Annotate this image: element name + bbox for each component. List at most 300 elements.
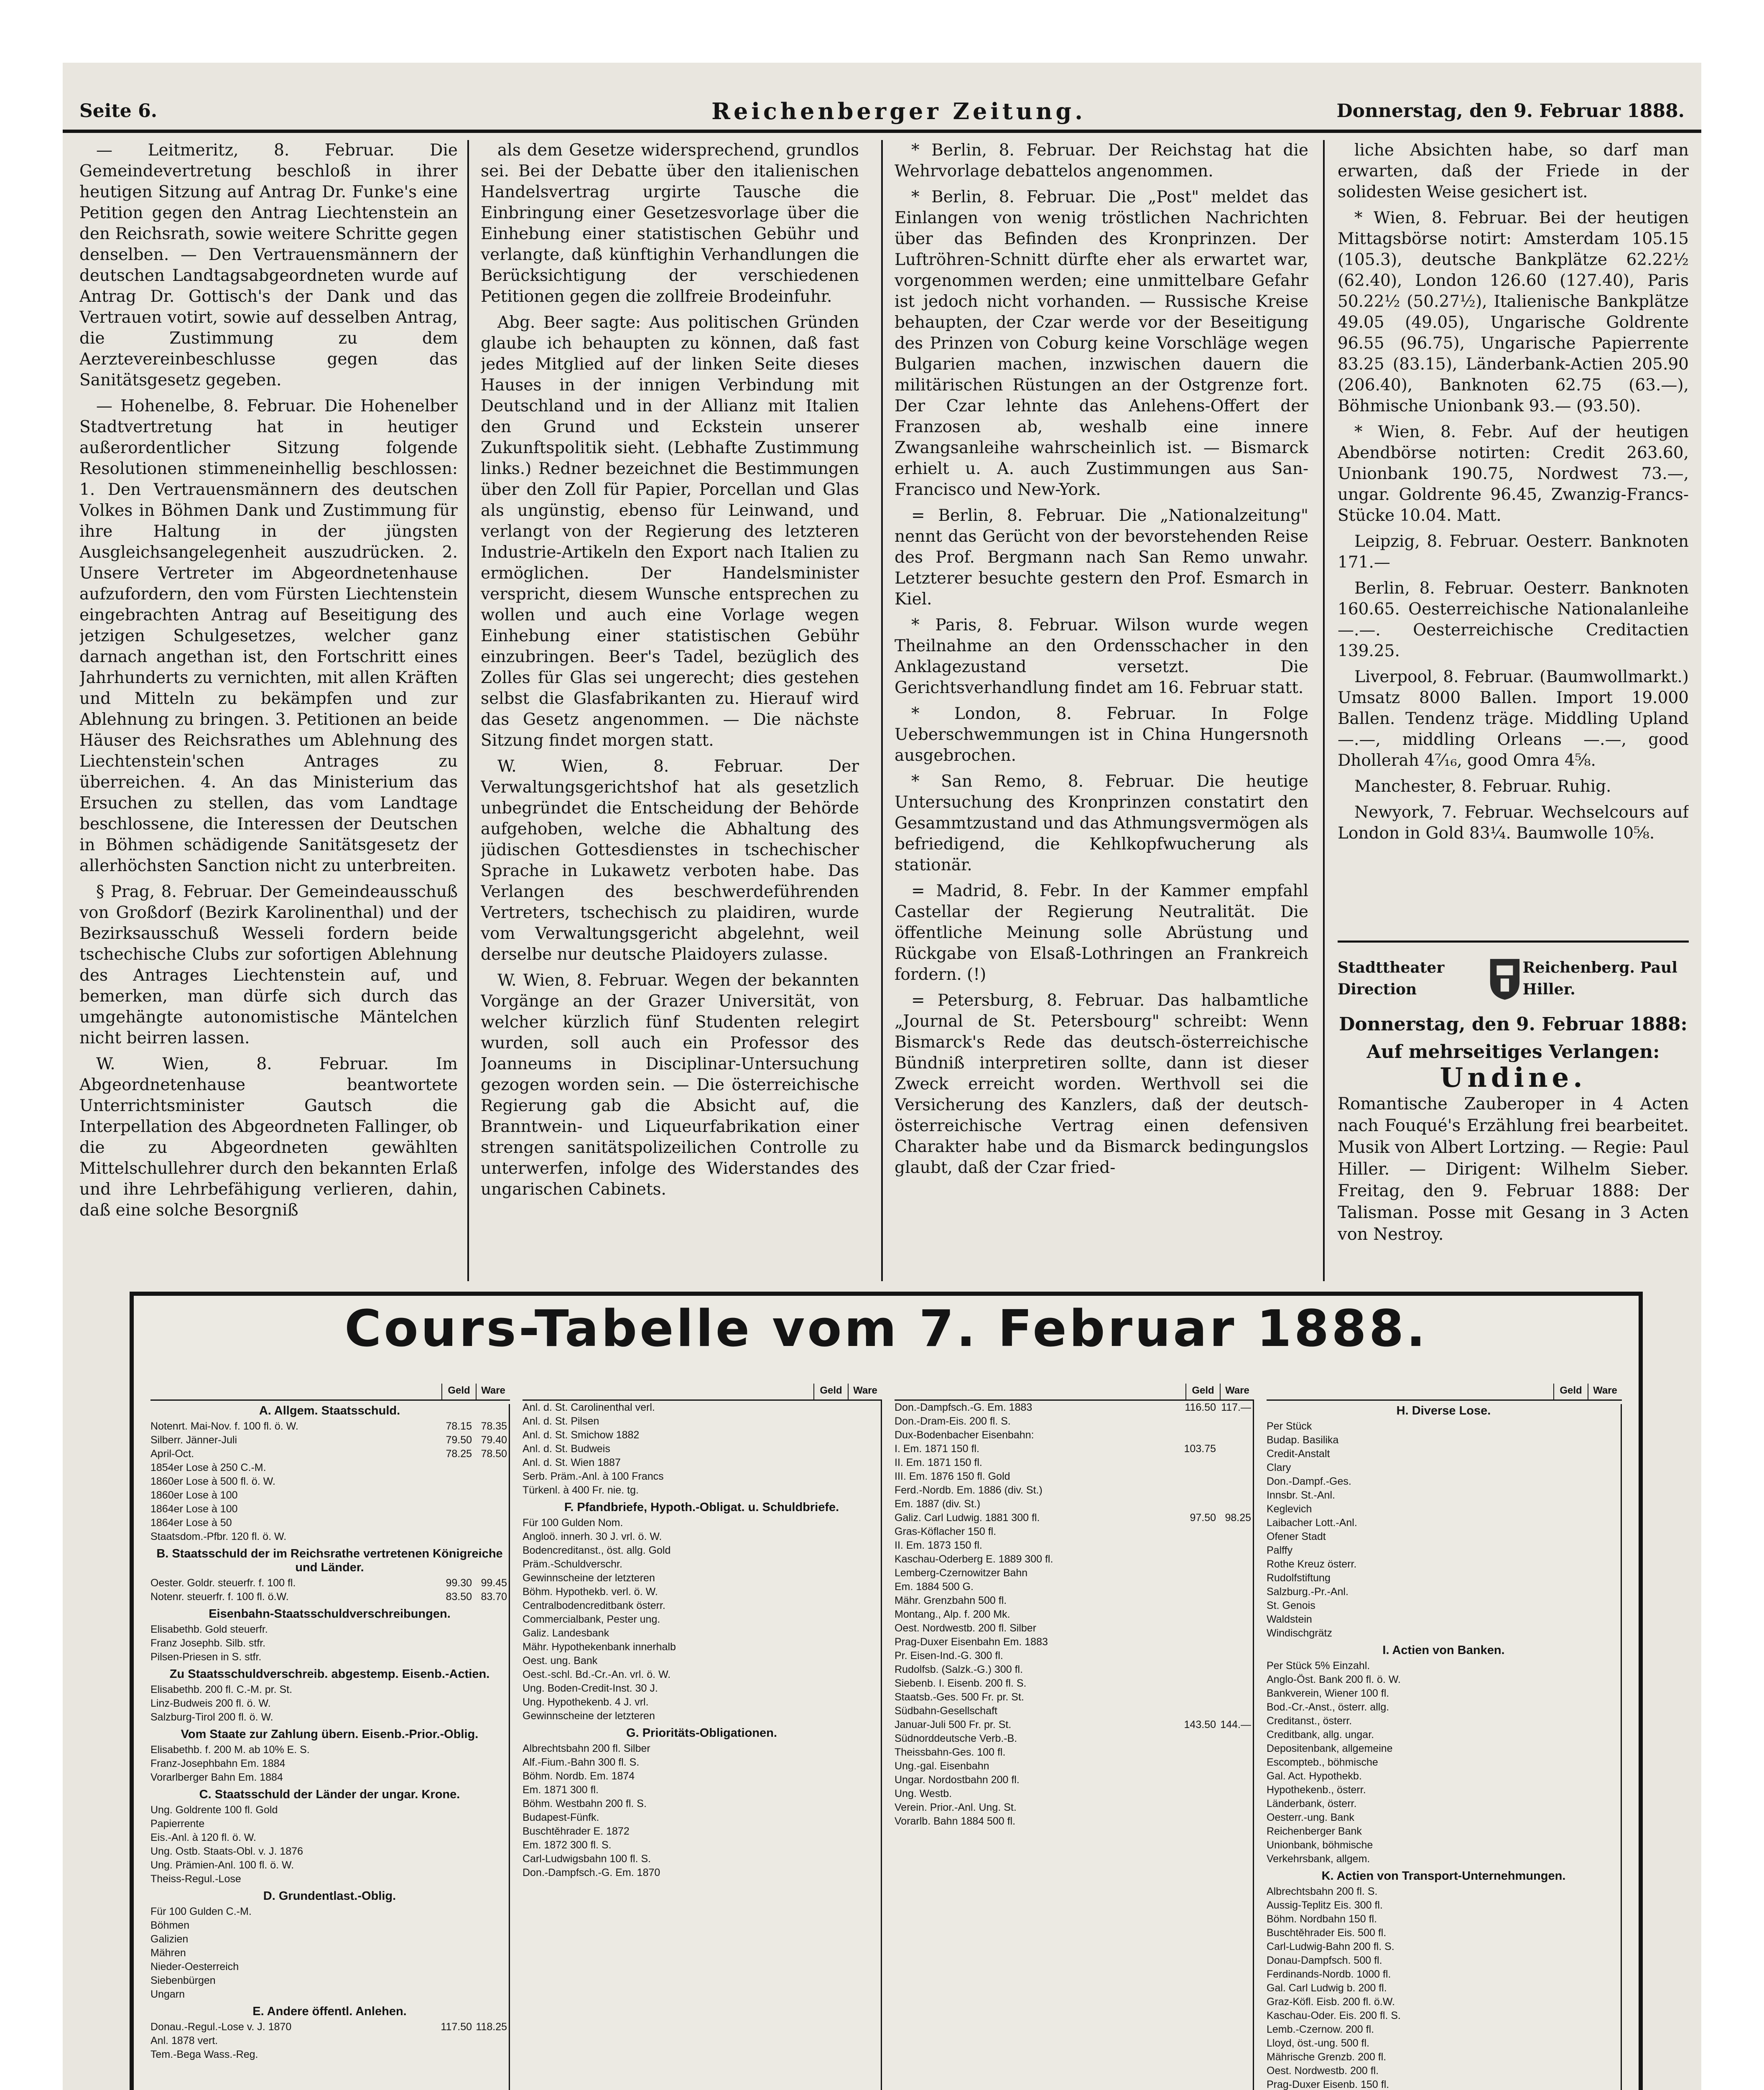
- ware-value: [846, 1530, 881, 1544]
- security-name: Anl. 1878 vert.: [150, 2035, 218, 2047]
- security-name: Per Stück: [1267, 1420, 1312, 1432]
- ware-value: [846, 1470, 881, 1483]
- ware-value: [1218, 1552, 1253, 1566]
- table-row: [523, 1613, 881, 1626]
- article: — Leitmeritz, 8. Februar. Die Gemeindevertretung beschloß in ihrer heutigen Sitzung auf Antrag Dr. Funke's eine Petition gegen den Antrag Liechtenstein an den Reichsrath, sowie weitere Schritte gegen denselben. — Den Vertrauensmännern der deutschen Landtagsabgeordneten wurde auf Antrag Dr. Gottisch's der Dank und das Vertrauen votirt, sowie auf desselben Antrag, die Zustimmung zu dem Aerztevereinbeschlusse gegen das Sanitätsgesetz gegeben.: [79, 141, 458, 390]
- table-row: [1267, 1825, 1621, 1838]
- cours-rows: [523, 1401, 882, 2090]
- table-row: [895, 1608, 1253, 1621]
- geld-value: [1183, 1621, 1218, 1635]
- text-column-1: [79, 140, 458, 1281]
- security-name: Verein. Prior.-Anl. Ung. St.: [895, 1802, 1017, 1813]
- table-row: [523, 1797, 881, 1811]
- ware-value: [846, 1783, 881, 1797]
- geld-value: [1550, 1783, 1586, 1797]
- article: = Berlin, 8. Februar. Die „Nationalzeitung" nennt das Gerücht von der bevorstehenden Reise des Prof. Bergmann nach San Remo unwahr. Letzterer besuchte gestern den Prof. Esmarch in Kiel.: [895, 506, 1308, 609]
- geld-value: [1183, 1539, 1218, 1552]
- geld-value: [1550, 1742, 1586, 1756]
- geld-value: [438, 1710, 474, 1724]
- security-name: Prag-Duxer Eisenbahn Em. 1883: [895, 1636, 1048, 1648]
- geld-value: [1183, 1787, 1218, 1801]
- geld-value: [811, 1530, 846, 1544]
- table-row: [523, 1709, 881, 1723]
- ware-value: [1586, 1825, 1621, 1838]
- table-row: [895, 1539, 1253, 1552]
- article: W. Wien, 8. Februar. Wegen der bekannten Vorgänge an der Grazer Universität, von welcher kürzlich fünf Studenten relegirt wurden, soll auch ein Professor des Joanneums in Disciplinar-Untersuchung gezogen worden sein. — Die österreichische Regierung gab die Absicht auf, die Branntwein- und Liqueurfabrikation einer strengen sanitätspolizeilichen Controlle zu unterwerfen, infolge des Widerstandes des ungarischen Cabinets.: [481, 971, 859, 1199]
- article: liche Absichten habe, so darf man erwarten, daß der Friede in der solidesten Weise gesichert ist.: [1338, 141, 1689, 201]
- table-row: [150, 1710, 509, 1724]
- table-row: [523, 1401, 881, 1415]
- ware-value: [1218, 1801, 1253, 1815]
- table-row: [150, 2020, 509, 2034]
- geld-value: [1183, 1470, 1218, 1483]
- geld-value: [438, 1475, 474, 1488]
- geld-value: [1183, 1815, 1218, 1828]
- security-name: Ung. Prämien-Anl. 100 fl. ö. W.: [150, 1859, 294, 1871]
- geld-value: [438, 1817, 474, 1831]
- security-name: Em. 1884 500 G.: [895, 1581, 974, 1593]
- security-name: Anl. d. St. Smichow 1882: [523, 1429, 640, 1441]
- table-row: [150, 1872, 509, 1886]
- table-row: [895, 1621, 1253, 1635]
- security-name: Franz Josephb. Silb. stfr.: [150, 1637, 266, 1649]
- performance-details: Romantische Zauberoper in 4 Acten nach Fouqué's Erzählung frei bearbeitet. Musik von Albert Lortzing. — Regie: Paul Hiller. — Dirigent: Wilhelm Sieber. Freitag, den 9. Februar 1888: Der Talisman. Posse mit Gesang in 3 Acten von Nestroy.: [1338, 1094, 1689, 1244]
- security-name: Pr. Eisen-Ind.-G. 300 fl.: [895, 1650, 1003, 1662]
- table-row: [523, 1442, 881, 1456]
- security-name: Vorarlb. Bahn 1884 500 fl.: [895, 1815, 1016, 1827]
- table-row: [523, 1599, 881, 1613]
- security-name: Bodencreditanst., öst. allg. Gold: [523, 1545, 671, 1556]
- geld-value: [811, 1709, 846, 1723]
- table-row: [895, 1649, 1253, 1663]
- security-name: Aussig-Teplitz Eis. 300 fl.: [1267, 1899, 1383, 1911]
- ware-value: [474, 1488, 509, 1502]
- table-row: [1267, 2064, 1621, 2078]
- geld-value: [438, 1743, 474, 1757]
- ware-header: Ware: [848, 1384, 882, 1399]
- table-row: [150, 1475, 509, 1488]
- ware-value: [1218, 1787, 1253, 1801]
- geld-value: [438, 1960, 474, 1974]
- ware-value: [1586, 1912, 1621, 1926]
- security-name: Januar-Juli 500 Fr. pr. St.: [895, 1719, 1012, 1731]
- geld-value: [438, 1516, 474, 1530]
- ware-value: [846, 1571, 881, 1585]
- ware-value: [1586, 1981, 1621, 1995]
- ware-value: [846, 1585, 881, 1599]
- table-row: [895, 1470, 1253, 1483]
- geld-value: [811, 1401, 846, 1415]
- geld-value: [438, 1858, 474, 1872]
- section-heading: E. Andere öffentl. Anlehen.: [252, 2005, 407, 2018]
- ware-value: [474, 1697, 509, 1710]
- ware-value: [1586, 1954, 1621, 1968]
- ware-value: [846, 1811, 881, 1825]
- table-row: [1267, 1488, 1621, 1502]
- security-name: Kaschau-Oderberg E. 1889 300 fl.: [895, 1553, 1053, 1565]
- geld-value: [811, 1668, 846, 1682]
- table-row: [150, 1946, 509, 1960]
- security-name: Oest. Nordwestb. 200 fl. Silber: [895, 1622, 1037, 1634]
- table-row: [895, 1746, 1253, 1759]
- geld-value: [1183, 1649, 1218, 1663]
- ware-value: [1586, 1557, 1621, 1571]
- ware-value: [474, 1932, 509, 1946]
- security-name: Böhmen: [150, 1919, 190, 1931]
- article: = Petersburg, 8. Februar. Das halbamtliche „Journal de St. Petersbourg" schreibt: Wenn Bismarck's Rede das deutsch-österreichische Bündniß interpretiren sollte, dann ist dieser Zweck erreicht worden. Werthvoll sei die Versicherung des Kanzlers, daß der deutsch-österreichische Vertrag einen defensiven Charakter habe und da Bismarck bedingungslos glaubt, daß der Czar fried-: [895, 991, 1308, 1177]
- security-name: Salzburg.-Pr.-Anl.: [1267, 1586, 1348, 1598]
- table-row: [523, 1825, 881, 1838]
- geld-value: [438, 1697, 474, 1710]
- table-row: [1267, 1502, 1621, 1516]
- table-row: [895, 1566, 1253, 1580]
- ware-value: [846, 1442, 881, 1456]
- geld-value: [1183, 1690, 1218, 1704]
- geld-value: 116.50: [1185, 1402, 1216, 1413]
- geld-value: [1550, 1700, 1586, 1714]
- geld-value: [438, 1974, 474, 1988]
- security-name: Montang., Alp. f. 200 Mk.: [895, 1608, 1010, 1620]
- geld-value: 99.30: [446, 1577, 472, 1589]
- geld-value: [1550, 1825, 1586, 1838]
- security-name: Donau.-Regul.-Lose v. J. 1870: [150, 2021, 292, 2033]
- geld-value: [811, 1797, 846, 1811]
- ware-value: [1218, 1415, 1253, 1428]
- table-row: [523, 1516, 881, 1530]
- table-row: [150, 1743, 509, 1757]
- table-row: [523, 1668, 881, 1682]
- table-row: [895, 1428, 1253, 1442]
- security-name: Für 100 Gulden Nom.: [523, 1517, 623, 1529]
- geld-value: [1183, 1483, 1218, 1497]
- table-row: [1267, 1585, 1621, 1599]
- section-heading: C. Staatsschuld der Länder der ungar. Krone.: [199, 1788, 460, 1801]
- table-row: [150, 1817, 509, 1831]
- ware-value: [1218, 1746, 1253, 1759]
- geld-value: [438, 1845, 474, 1858]
- security-name: Buschtěhrader E. 1872: [523, 1825, 630, 1837]
- security-name: St. Genois: [1267, 1600, 1315, 1611]
- ware-value: [1218, 1580, 1253, 1594]
- table-row: [895, 1801, 1253, 1815]
- table-row: [1267, 1544, 1621, 1557]
- security-name: Gewinnscheine der letzteren: [523, 1572, 655, 1584]
- geld-value: [1550, 1756, 1586, 1769]
- geld-value: [811, 1571, 846, 1585]
- security-name: Galizien: [150, 1933, 189, 1945]
- ware-value: [474, 2034, 509, 2048]
- security-name: Mähr. Grenzbahn 500 fl.: [895, 1595, 1007, 1606]
- ware-value: [846, 1456, 881, 1470]
- ware-value: [1586, 1673, 1621, 1687]
- geld-value: [1550, 1461, 1586, 1475]
- table-row: [1267, 1756, 1621, 1769]
- table-row: [895, 1580, 1253, 1594]
- security-name: Verkehrsbank, allgem.: [1267, 1853, 1370, 1865]
- article: * Wien, 8. Febr. Auf der heutigen Abendbörse notirten: Credit 263.60, Unionbank 190.75, Nordwest 73.—, ungar. Goldrente 96.45, Zwanzig-Francs-Stücke 10.04. Matt.: [1338, 423, 1689, 525]
- article: * Berlin, 8. Februar. Die „Post" meldet das Einlangen von wenig tröstlichen Nachrichten über das Befinden des Kronprinzen. Der Luftröhren-Schnitt dürfte eher als erwartet war, vorgenommen werden; eine unmittelbare Gefahr ist jedoch nicht vorhanden. — Russische Kreise behaupten, der Czar werde vor der Beseitigung des Prinzen von Coburg keine Vorschläge wegen Bulgarien machen, inzwischen dauern die militärischen Rüstungen an der Ostgrenze fort. Der Czar lehnte das Anlehens-Offert der Franzosen ab, weshalb eine innere Zwangsanleihe wahrscheinlich ist. — Bismarck erhielt u. A. auch Zustimmungen aus San-Francisco und New-York.: [895, 188, 1308, 499]
- geld-value: [1550, 1714, 1586, 1728]
- ware-value: [1586, 1742, 1621, 1756]
- security-name: Tem.-Bega Wass.-Reg.: [150, 2049, 258, 2060]
- security-name: Siebenbürgen: [150, 1975, 216, 1986]
- table-row: [1267, 2036, 1621, 2050]
- ware-value: [1218, 1635, 1253, 1649]
- security-name: Lloyd, öst.-ung. 500 fl.: [1267, 2037, 1369, 2049]
- geld-value: [1550, 1475, 1586, 1488]
- security-name: Per Stück 5% Einzahl.: [1267, 1660, 1370, 1672]
- ware-value: [1218, 1732, 1253, 1746]
- ware-value: [474, 1831, 509, 1845]
- ware-value: [1586, 1659, 1621, 1673]
- ware-value: [1218, 1566, 1253, 1580]
- security-name: 1864er Lose à 100: [150, 1503, 238, 1515]
- section-heading: Vom Staate zur Zahlung übern. Eisenb.-Prior.-Oblig.: [181, 1728, 479, 1741]
- geld-value: [811, 1640, 846, 1654]
- security-name: Budapest-Fünfk.: [523, 1812, 599, 1823]
- table-row: [1267, 2050, 1621, 2064]
- geld-value: [1183, 1732, 1218, 1746]
- ware-value: 78.35: [481, 1420, 507, 1432]
- table-row: [1267, 1968, 1621, 1981]
- ware-value: [1218, 1497, 1253, 1511]
- ware-value: [474, 1905, 509, 1919]
- security-name: Laibacher Lott.-Anl.: [1267, 1517, 1357, 1529]
- security-name: Staatsb.-Ges. 500 Fr. pr. St.: [895, 1691, 1024, 1703]
- ware-value: [474, 1872, 509, 1886]
- ware-value: [846, 1838, 881, 1852]
- ware-value: [1586, 1571, 1621, 1585]
- table-row: [150, 1502, 509, 1516]
- security-name: Präm.-Schuldverschr.: [523, 1558, 622, 1570]
- table-row: [150, 1420, 509, 1433]
- table-row: [1267, 1420, 1621, 1433]
- table-row: [895, 1704, 1253, 1718]
- text-column-4: [1338, 140, 1689, 934]
- table-row: [150, 1960, 509, 1974]
- ware-value: [474, 1974, 509, 1988]
- table-row: [895, 1773, 1253, 1787]
- article: § Prag, 8. Februar. Der Gemeindeausschuß von Großdorf (Bezirk Karolinenthal) und der Bezirksausschuß Wesseli fordern beide tschechische Clubs zur sofortigen Ablehnung des Antrages Liechtenstein auf, und bemerken, man dürfe sich durch das umgehängte autonomistische Mäntelchen nicht beirren lassen.: [79, 882, 458, 1048]
- geld-value: [1183, 1566, 1218, 1580]
- geld-value: [1550, 1954, 1586, 1968]
- ware-value: [474, 1650, 509, 1664]
- security-name: 1854er Lose à 250 C.-M.: [150, 1462, 266, 1473]
- security-name: Lemb.-Czernow. 200 fl.: [1267, 2024, 1374, 2035]
- ware-value: [1218, 1539, 1253, 1552]
- section-heading: I. Actien von Banken.: [1382, 1644, 1505, 1657]
- table-row: [150, 1905, 509, 1919]
- ware-value: [474, 1636, 509, 1650]
- security-name: Bankverein, Wiener 100 fl.: [1267, 1687, 1389, 1699]
- geld-value: [1183, 1497, 1218, 1511]
- geld-value: [438, 1683, 474, 1697]
- geld-value: [438, 1919, 474, 1932]
- geld-value: 83.50: [446, 1591, 472, 1603]
- table-row: [523, 1742, 881, 1756]
- table-row: [523, 1852, 881, 1866]
- table-row: [1267, 1557, 1621, 1571]
- security-name: Gal. Act. Hypothekb.: [1267, 1770, 1362, 1782]
- page-number: Seite 6.: [79, 100, 158, 122]
- security-name: Clary: [1267, 1462, 1291, 1473]
- theater-director: Reichenberg. Paul Hiller.: [1522, 959, 1677, 998]
- table-row: [1267, 1912, 1621, 1926]
- ware-value: [474, 1683, 509, 1697]
- column-divider: [881, 140, 883, 1281]
- ware-value: [474, 2048, 509, 2062]
- ware-value: [474, 1919, 509, 1932]
- ware-value: [846, 1599, 881, 1613]
- cours-column: [523, 1384, 882, 2090]
- geld-value: [1550, 1885, 1586, 1899]
- ware-value: [846, 1516, 881, 1530]
- security-name: Albrechtsbahn 200 fl. Silber: [523, 1743, 650, 1754]
- table-row: [150, 1845, 509, 1858]
- ware-value: 117.—: [1221, 1402, 1251, 1413]
- table-row: [1267, 1797, 1621, 1811]
- geld-value: [811, 1838, 846, 1852]
- table-row: [150, 1516, 509, 1530]
- geld-value: [438, 1905, 474, 1919]
- ware-value: [474, 1502, 509, 1516]
- geld-value: [811, 1769, 846, 1783]
- security-name: Galiz. Landesbank: [523, 1627, 609, 1639]
- security-name: Ung. Westb.: [895, 1788, 952, 1799]
- security-name: Theissbahn-Ges. 100 fl.: [895, 1746, 1006, 1758]
- security-name: Länderbank, österr.: [1267, 1798, 1357, 1810]
- geld-value: 78.25: [446, 1448, 472, 1460]
- section-heading: G. Prioritäts-Obligationen.: [626, 1726, 777, 1740]
- security-name: 1860er Lose à 100: [150, 1489, 238, 1501]
- table-row: [523, 1456, 881, 1470]
- security-name: Ferdinands-Nordb. 1000 fl.: [1267, 1968, 1391, 1980]
- security-name: Gal. Carl Ludwig b. 200 fl.: [1267, 1982, 1387, 1994]
- geld-value: [1550, 1981, 1586, 1995]
- geld-value: [1550, 1852, 1586, 1866]
- geld-value: [811, 1557, 846, 1571]
- table-row: [1267, 1954, 1621, 1968]
- security-name: II. Em. 1873 150 fl.: [895, 1539, 982, 1551]
- geld-value: [811, 1415, 846, 1428]
- table-row: [150, 1932, 509, 1946]
- table-row: [1267, 1516, 1621, 1530]
- security-name: Notenr. steuerfr. f. 100 fl. ö.W.: [150, 1591, 289, 1603]
- table-row: [1267, 1852, 1621, 1866]
- geld-value: [1550, 1626, 1586, 1640]
- geld-value: [811, 1585, 846, 1599]
- table-row: [523, 1866, 881, 1880]
- table-row: [523, 1470, 881, 1483]
- security-name: Windischgrätz: [1267, 1627, 1332, 1639]
- ware-value: [474, 1845, 509, 1858]
- table-row: [895, 1732, 1253, 1746]
- geld-value: [811, 1442, 846, 1456]
- article: Newyork, 7. Februar. Wechselcours auf London in Gold 83¼. Baumwolle 10⅝.: [1338, 803, 1689, 843]
- geld-value: 117.50: [441, 2021, 472, 2033]
- security-name: 1864er Lose à 50: [150, 1517, 232, 1529]
- security-name: Anl. d. St. Pilsen: [523, 1415, 599, 1427]
- geld-value: [438, 1636, 474, 1650]
- section-heading: Zu Staatsschuldverschreib. abgestemp. Eisenb.-Actien.: [169, 1667, 490, 1681]
- geld-value: [1550, 1968, 1586, 1981]
- geld-value: [1183, 1746, 1218, 1759]
- security-name: Südbahn-Gesellschaft: [895, 1705, 997, 1717]
- security-name: Serb. Präm.-Anl. à 100 Francs: [523, 1471, 664, 1482]
- security-name: Südnorddeutsche Verb.-B.: [895, 1733, 1017, 1744]
- security-name: Türkenl. à 400 Fr. nie. tg.: [523, 1484, 639, 1496]
- ware-value: [474, 1623, 509, 1636]
- geld-value: [438, 1488, 474, 1502]
- table-row: [895, 1663, 1253, 1677]
- ware-value: [474, 1461, 509, 1475]
- table-row: [1267, 1700, 1621, 1714]
- geld-header: Geld: [1553, 1384, 1588, 1399]
- security-name: Böhm. Hypothekb. verl. ö. W.: [523, 1586, 658, 1598]
- ware-value: [1586, 1940, 1621, 1954]
- section-heading: B. Staatsschuld der im Reichsrathe vertretenen Königreiche und Länder.: [156, 1547, 503, 1574]
- table-row: [1267, 1687, 1621, 1700]
- table-row: [895, 1787, 1253, 1801]
- ware-value: [1586, 1926, 1621, 1940]
- ware-value: [846, 1769, 881, 1783]
- ware-value: [474, 1803, 509, 1817]
- table-row: [523, 1640, 881, 1654]
- geld-value: [1183, 1801, 1218, 1815]
- geld-value: [1550, 1420, 1586, 1433]
- security-name: Prag-Duxer Eisenb. 150 fl.: [1267, 2079, 1389, 2090]
- security-name: Linz-Budweis 200 fl. ö. W.: [150, 1697, 271, 1709]
- ware-value: [1218, 1442, 1253, 1456]
- table-row: [895, 1552, 1253, 1566]
- geld-value: [1550, 1571, 1586, 1585]
- article: W. Wien, 8. Februar. Der Verwaltungsgerichtshof hat als gesetzlich unbegründet die Entscheidung der Behörde aufgehoben, welche die Abhaltung des jüdischen Gottesdienstes in tschechischer Sprache in Lukawetz verboten habe. Das Verlangen des beschwerdeführenden Vertreters, tschechisch zu plaidiren, wurde vom Verwaltungsgericht abgelehnt, weil derselbe nur deutsche Plaidoyers zulasse.: [481, 757, 859, 964]
- table-row: [150, 1831, 509, 1845]
- geld-value: [1183, 1428, 1218, 1442]
- article: * London, 8. Februar. In Folge Ueberschwemmungen ist in China Hungersnoth ausgebrochen.: [895, 704, 1308, 765]
- table-row: [1267, 2023, 1621, 2036]
- table-row: [1267, 1885, 1621, 1899]
- cours-column-header: [1267, 1384, 1622, 1401]
- geld-value: [1550, 1912, 1586, 1926]
- table-row: [1267, 1783, 1621, 1797]
- security-name: Creditanst., österr.: [1267, 1715, 1352, 1727]
- geld-header: Geld: [813, 1384, 848, 1399]
- security-name: Oest. ung. Bank: [523, 1655, 598, 1667]
- geld-value: [811, 1825, 846, 1838]
- table-row: [895, 1415, 1253, 1428]
- cours-table-title: Cours-Tabelle vom 7. Februar 1888.: [344, 1300, 1428, 1358]
- theater-header: [1338, 949, 1689, 1008]
- geld-value: [1550, 1926, 1586, 1940]
- ware-value: [1218, 1773, 1253, 1787]
- table-row: [523, 1557, 881, 1571]
- ware-value: [846, 1626, 881, 1640]
- geld-value: [438, 1946, 474, 1960]
- security-name: Nieder-Oesterreich: [150, 1961, 239, 1973]
- table-row: [1267, 1599, 1621, 1613]
- column-divider: [1323, 140, 1325, 1281]
- security-name: Eis.-Anl. à 120 fl. ö. W.: [150, 1832, 256, 1843]
- security-name: Oester. Goldr. steuerfr. f. 100 fl.: [150, 1577, 296, 1589]
- article: Abg. Beer sagte: Aus politischen Gründen glaube ich behaupten zu können, daß fast jedes Mitglied auf der linken Seite dieses Hauses in der innigen Verbindung mit Deutschland und in der Allianz mit Italien den Grund und Eckstein unserer Zukunftspolitik sieht. (Lebhafte Zustimmung links.) Redner bezeichnet die Bestimmungen über den Zoll für Papier, Porcellan und Glas als ungünstig, ebenso für Leinwand, und verlangt von der Regierung des letzteren Industrie-Artikeln den Export nach Italien zu ermöglichen. Der Handelsminister verspricht, diesem Wunsche entsprechen zu wollen und auch eine Vorlage wegen Einhebung einer statistischen Gebühr einzubringen. Beer's Tadel, bezüglich des Zolles für Glas sei ungerecht; dies gestehen selbst die Glasfabrikanten zu. Hierauf wird das Gesetz angenommen. — Die nächste Sitzung findet morgen statt.: [481, 313, 859, 750]
- ware-value: [1586, 1769, 1621, 1783]
- ware-value: [474, 1817, 509, 1831]
- table-row: [150, 1576, 509, 1590]
- geld-value: [1183, 1759, 1218, 1773]
- article: Leipzig, 8. Februar. Oesterr. Banknoten 171.—: [1338, 532, 1689, 572]
- ware-value: [846, 1797, 881, 1811]
